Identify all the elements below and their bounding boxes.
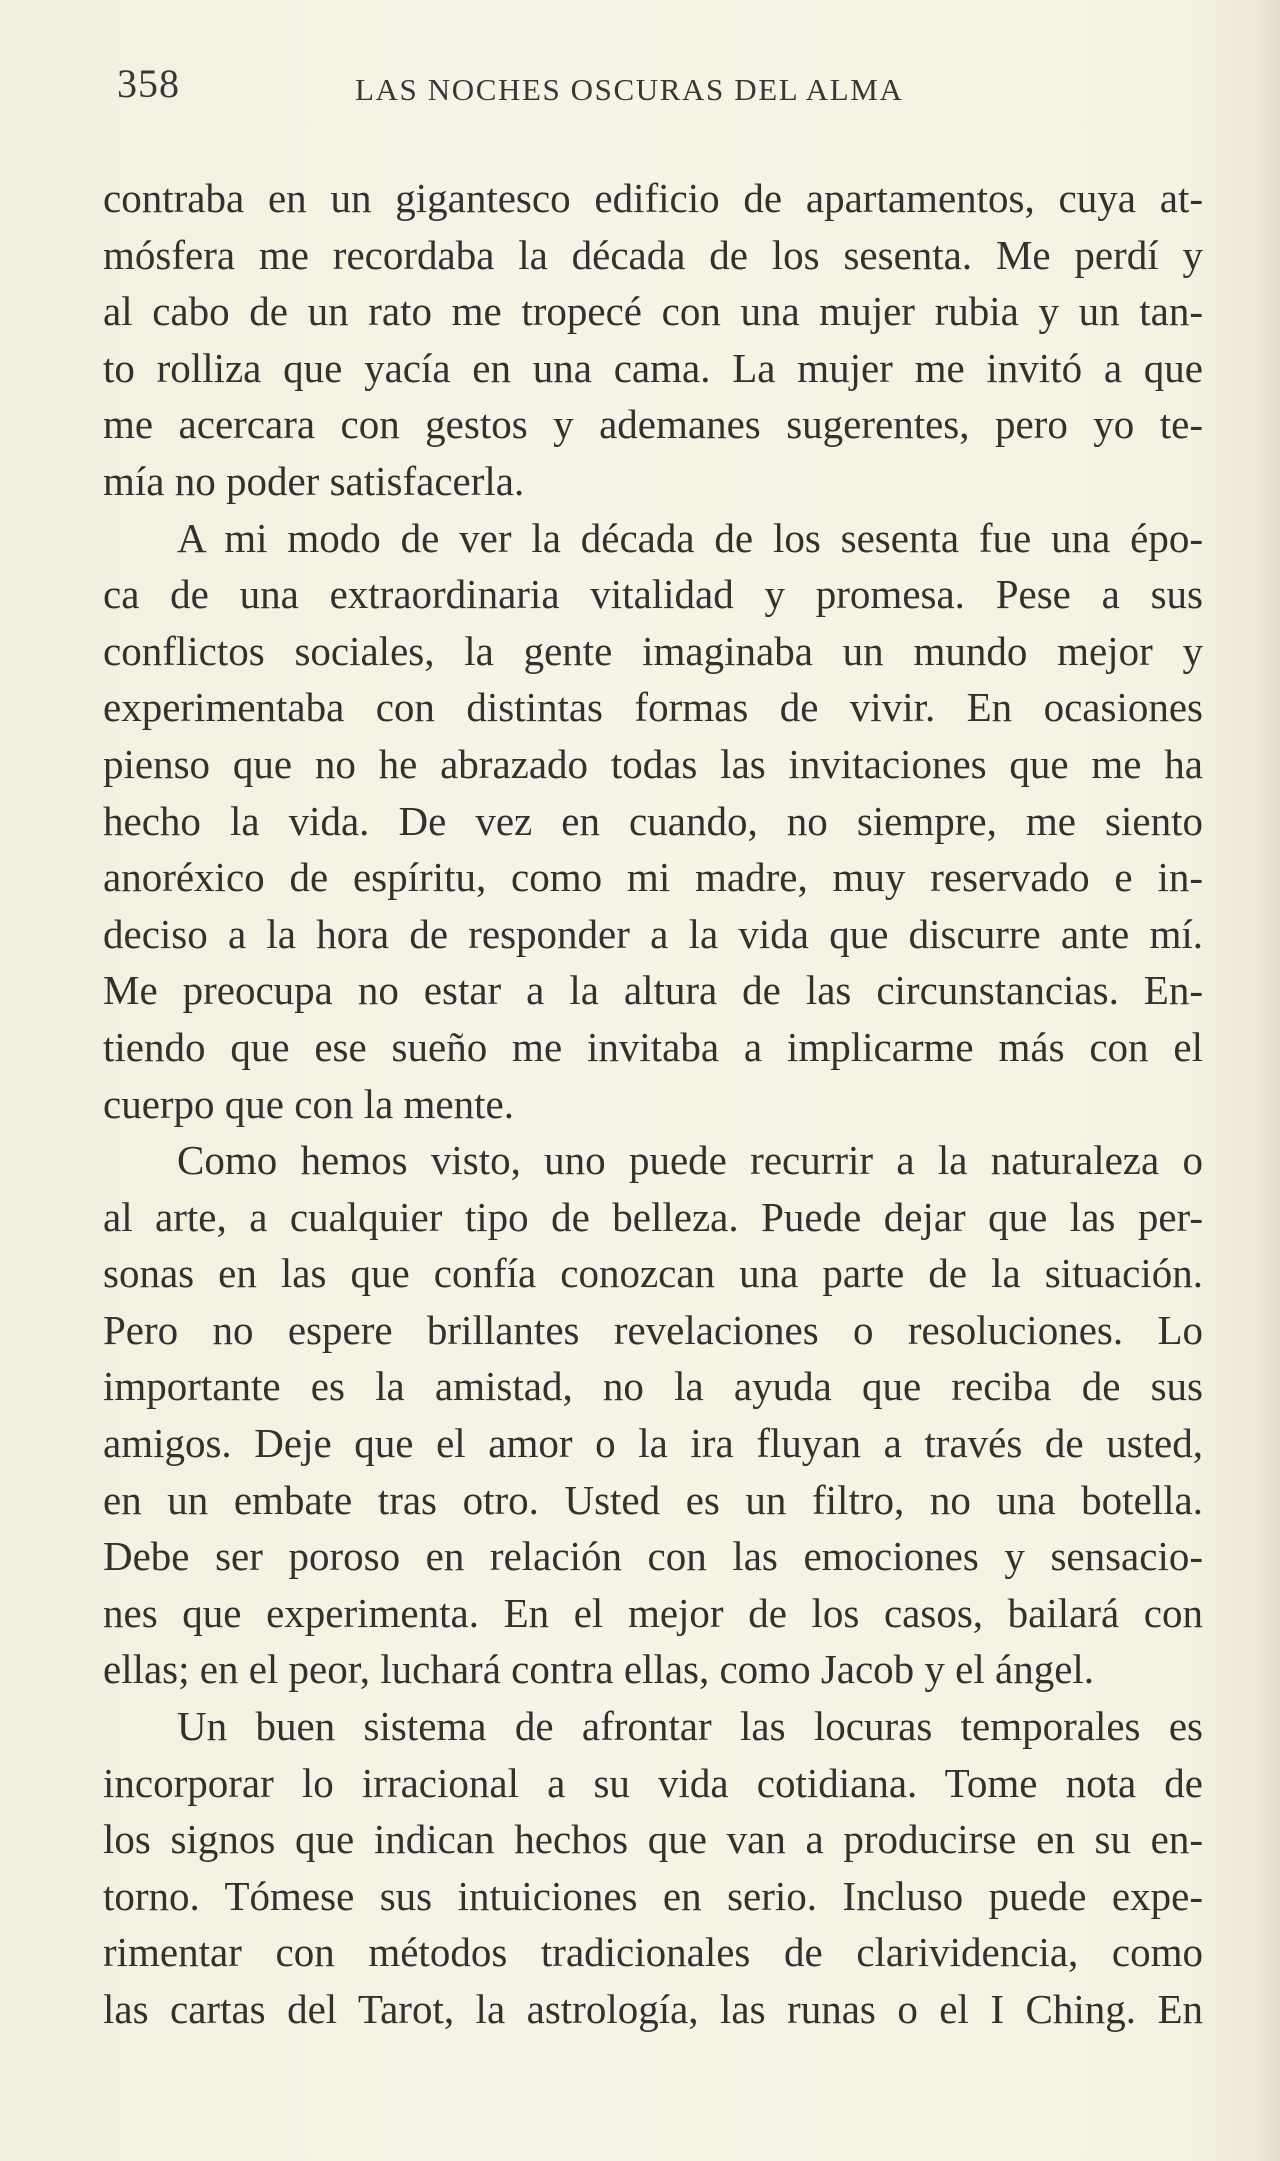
- text-line: hecho la vida. De vez en cuando, no siempre, me siento: [103, 797, 1203, 844]
- text-line: torno. Tómese sus intuiciones en serio. Incluso puede expe-: [103, 1872, 1203, 1919]
- paragraph-4: [103, 1698, 1203, 2038]
- text-line: amigos. Deje que el amor o la ira fluyan a través de usted,: [103, 1420, 1203, 1467]
- text-line: cuerpo que con la mente.: [103, 1080, 514, 1127]
- page-edge-shadow: [1254, 0, 1280, 2161]
- text-line: Como hemos visto, uno puede recurrir a la naturaleza o: [177, 1137, 1203, 1184]
- text-line: tiendo que ese sueño me invitaba a implicarme más con el: [103, 1023, 1203, 1070]
- paragraph-3: [103, 1132, 1203, 1698]
- text-line: ca de una extraordinaria vitalidad y promesa. Pese a sus: [103, 571, 1203, 618]
- text-line: A mi modo de ver la década de los sesenta fue una épo-: [177, 514, 1203, 561]
- text-line: deciso a la hora de responder a la vida que discurre ante mí.: [103, 910, 1203, 957]
- text-line: sonas en las que confía conozcan una parte de la situación.: [103, 1250, 1203, 1297]
- running-head: LAS NOCHES OSCURAS DEL ALMA: [355, 72, 904, 107]
- text-line: rimentar con métodos tradicionales de clarividencia, como: [103, 1929, 1203, 1976]
- text-line: Pero no espere brillantes revelaciones o resoluciones. Lo: [103, 1306, 1203, 1353]
- text-line: al arte, a cualquier tipo de belleza. Puede dejar que las per-: [103, 1193, 1203, 1240]
- text-line: Debe ser poroso en relación con las emociones y sensacio-: [103, 1533, 1203, 1580]
- text-line: pienso que no he abrazado todas las invitaciones que me ha: [103, 740, 1203, 787]
- text-line: incorporar lo irracional a su vida cotidiana. Tome nota de: [103, 1759, 1203, 1806]
- text-line: me acercara con gestos y ademanes sugerentes, pero yo te-: [103, 401, 1203, 448]
- text-line: los signos que indican hechos que van a producirse en su en-: [103, 1816, 1203, 1863]
- text-line: mósfera me recordaba la década de los sesenta. Me perdí y: [103, 231, 1203, 278]
- text-line: nes que experimenta. En el mejor de los casos, bailará con: [103, 1589, 1203, 1636]
- text-line: conflictos sociales, la gente imaginaba un mundo mejor y: [103, 627, 1203, 674]
- body-text: [103, 170, 1203, 2038]
- text-line: anoréxico de espíritu, como mi madre, muy reservado e in-: [103, 854, 1203, 901]
- text-line: en un embate tras otro. Usted es un filtro, no una botella.: [103, 1476, 1203, 1523]
- text-line: contraba en un gigantesco edificio de apartamentos, cuya at-: [103, 175, 1203, 221]
- text-line: to rolliza que yacía en una cama. La mujer me invitó a que: [103, 344, 1203, 391]
- text-line: ellas; en el peor, luchará contra ellas, como Jacob y el ángel.: [103, 1646, 1095, 1693]
- text-line: Un buen sistema de afrontar las locuras temporales es: [177, 1703, 1203, 1750]
- page-number: 358: [117, 61, 180, 106]
- text-line: importante es la amistad, no la ayuda que reciba de sus: [103, 1363, 1203, 1410]
- text-line: al cabo de un rato me tropecé con una mujer rubia y un tan-: [103, 288, 1203, 335]
- paragraph-2: [103, 510, 1203, 1133]
- text-line: las cartas del Tarot, la astrología, las runas o el I Ching. En: [103, 1986, 1203, 2032]
- text-line: Me preocupa no estar a la altura de las circunstancias. En-: [103, 967, 1203, 1014]
- text-line: experimentaba con distintas formas de vivir. En ocasiones: [103, 684, 1203, 731]
- page-header: [117, 60, 1197, 120]
- text-line: mía no poder satisfacerla.: [103, 457, 525, 504]
- paragraph-1: [103, 170, 1203, 510]
